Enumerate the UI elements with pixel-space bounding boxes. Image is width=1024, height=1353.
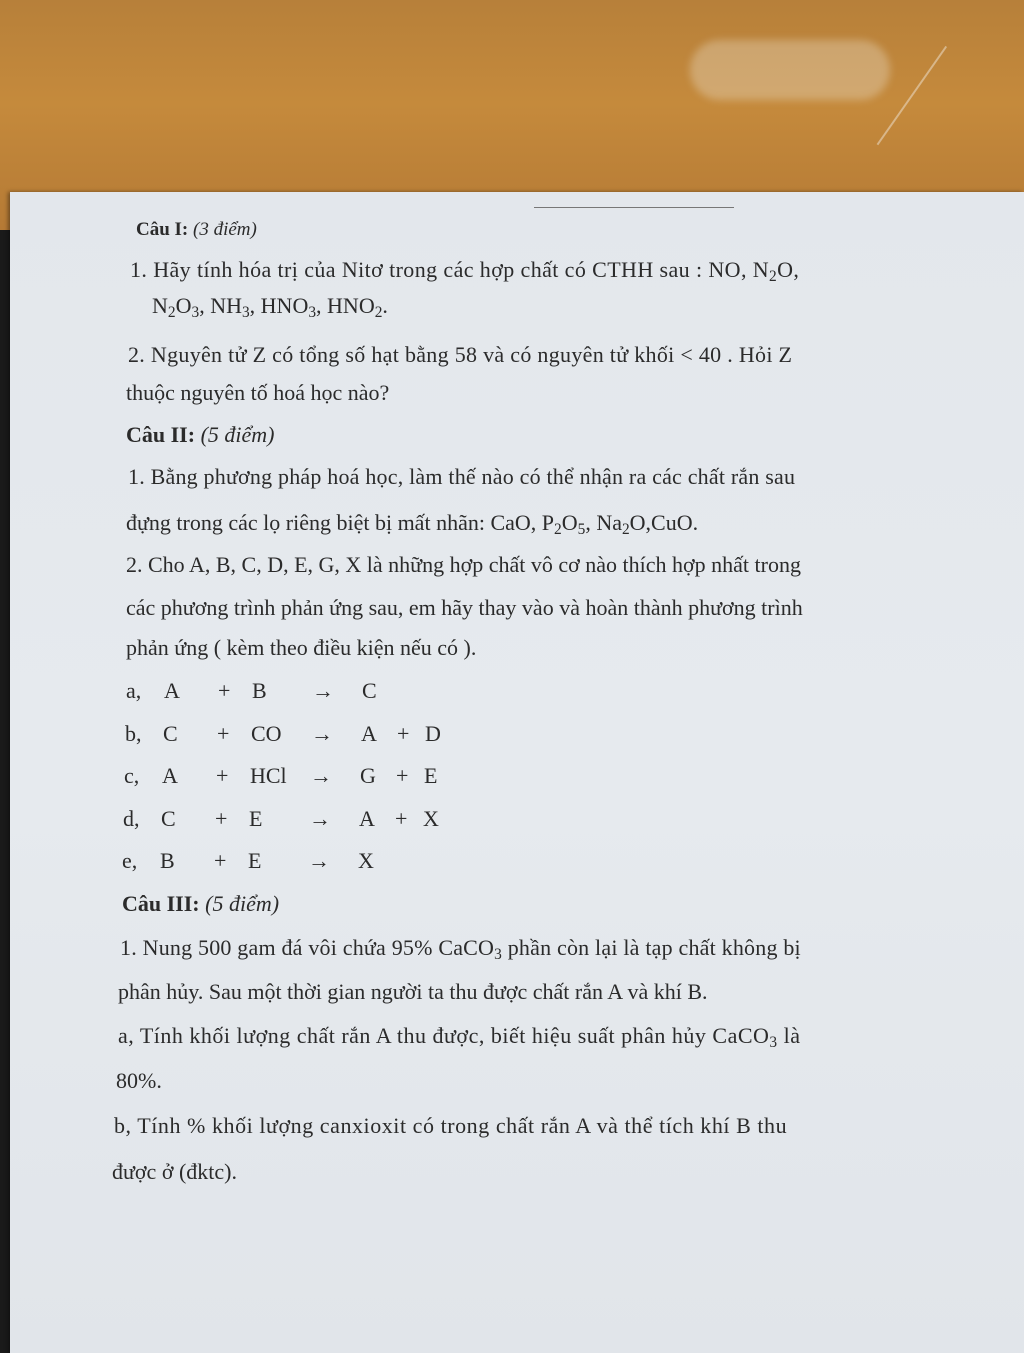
subscript: 3	[241, 303, 250, 321]
q3-points: (5 điểm)	[205, 891, 280, 916]
reaction-arrow: →	[311, 720, 333, 746]
reaction-p1: X	[358, 848, 374, 873]
q2-item2-line2: các phương trình phản ứng sau, em hãy thay vào và hoàn thành phương trình	[126, 595, 803, 620]
q3-a-text: a, Tính khối lượng chất rắn A thu được, biết hiệu suất phân hủy CaCO	[118, 1023, 770, 1048]
reaction-p1: A	[359, 805, 375, 831]
reaction-r1: A	[162, 763, 178, 788]
q1-item2-line1: 2. Nguyên tử Z có tổng số hạt bằng 58 và có nguyên tử khối < 40 . Hỏi Z	[128, 342, 793, 367]
q2-heading-line	[126, 424, 275, 446]
reaction-r1: C	[163, 720, 178, 746]
q2-points: (5 điểm)	[200, 422, 275, 447]
subscript: 2	[621, 520, 630, 538]
q1-heading-line	[136, 220, 257, 239]
reaction-op1: +	[214, 848, 227, 873]
q1-item1-text: 1. Hãy tính hóa trị của Nitơ trong các hợp chất có CTHH sau : NO, N	[130, 257, 770, 282]
desk-sticker-residue	[690, 40, 890, 100]
reaction-op1: +	[216, 763, 229, 788]
reaction-r1: C	[161, 805, 176, 831]
reaction-label: a,	[126, 678, 142, 703]
q3-a-line1	[118, 1023, 801, 1051]
reaction-arrow: →	[310, 763, 332, 788]
reaction-r2: CO	[251, 720, 282, 746]
reaction-op1: +	[217, 720, 230, 746]
q3-b-line2: được ở (đktc).	[112, 1159, 237, 1184]
reaction-r2: B	[252, 678, 267, 703]
formula-text: , HNO	[316, 293, 375, 318]
q3-item1-text-end: phần còn lại là tạp chất không bị	[502, 935, 801, 960]
reaction-op2: +	[397, 720, 410, 746]
subscript: 3	[494, 945, 503, 963]
subscript: 2	[769, 267, 778, 285]
q3-a-line2: 80%.	[116, 1068, 162, 1093]
q1-item1-formulas	[152, 293, 388, 321]
q2-item2-line1: 2. Cho A, B, C, D, E, G, X là những hợp chất vô cơ nào thích hợp nhất trong	[126, 552, 801, 577]
q3-item1-line1	[120, 935, 801, 963]
q3-item1-line2: phân hủy. Sau một thời gian người ta thu được chất rắn A và khí B.	[118, 979, 708, 1004]
reaction-op2: +	[395, 805, 408, 831]
header-rule	[534, 207, 734, 208]
q2-item1-text-end: O,CuO.	[629, 510, 699, 535]
formula-text: O	[175, 293, 192, 318]
reaction-p1: A	[361, 720, 377, 746]
q3-heading-line	[122, 893, 279, 915]
reaction-p2: X	[423, 805, 439, 831]
reaction-r2: E	[249, 805, 263, 831]
subscript: 2	[554, 520, 562, 538]
reaction-arrow: →	[308, 848, 330, 873]
q2-item1-text: đựng trong các lọ riêng biệt bị mất nhãn: CaO, P	[126, 510, 555, 535]
reaction-r1: B	[160, 848, 175, 873]
q2-item1-line1: 1. Bằng phương pháp hoá học, làm thế nào có thể nhận ra các chất rắn sau	[128, 464, 796, 489]
q3-heading: Câu III:	[122, 891, 200, 916]
q1-item1-line1	[130, 257, 800, 285]
q2-item2-line3: phản ứng ( kèm theo điều kiện nếu có ).	[126, 635, 477, 660]
q2-item1-text-mid2: , Na	[585, 510, 622, 535]
formula-text: , NH	[199, 293, 242, 318]
subscript: 2	[374, 303, 383, 321]
reaction-label: b,	[125, 720, 142, 746]
reaction-p2: D	[425, 720, 441, 746]
reaction-op2: +	[396, 763, 409, 788]
q2-item1-text-mid: O	[561, 510, 578, 535]
desk-scratch	[877, 46, 1024, 214]
subscript: 3	[191, 303, 200, 321]
reaction-r1: A	[164, 678, 180, 703]
subscript: 3	[308, 303, 317, 321]
reaction-op1: +	[215, 805, 228, 831]
q1-points: (3 điểm)	[193, 219, 257, 240]
formula-text: N	[152, 293, 168, 318]
reaction-arrow: →	[312, 678, 334, 703]
q3-b-line1: b, Tính % khối lượng canxioxit có trong chất rắn A và thể tích khí B thu	[114, 1113, 788, 1138]
formula-text: .	[382, 293, 388, 318]
q1-item2-line2: thuộc nguyên tố hoá học nào?	[126, 380, 390, 405]
reaction-p1: C	[362, 678, 377, 703]
reaction-p2: E	[424, 763, 438, 788]
q2-heading: Câu II:	[126, 422, 196, 447]
q1-item1-text-end: O,	[777, 257, 800, 282]
formula-text: , HNO	[249, 293, 309, 318]
subscript: 3	[769, 1033, 778, 1051]
reaction-r2: HCl	[250, 763, 287, 788]
reaction-label: e,	[122, 848, 138, 873]
reaction-op1: +	[218, 678, 231, 703]
q2-item1-line2	[126, 510, 699, 538]
q3-item1-text: 1. Nung 500 gam đá vôi chứa 95% CaCO	[120, 935, 495, 960]
q3-a-text-end: là	[777, 1023, 801, 1048]
subscript: 2	[167, 303, 176, 321]
reaction-p1: G	[360, 763, 376, 788]
subscript: 5	[577, 520, 586, 538]
q1-heading: Câu I:	[136, 219, 189, 240]
reaction-label: d,	[123, 805, 140, 831]
reaction-r2: E	[248, 848, 262, 873]
reaction-label: c,	[124, 763, 140, 788]
reaction-arrow: →	[309, 805, 331, 831]
